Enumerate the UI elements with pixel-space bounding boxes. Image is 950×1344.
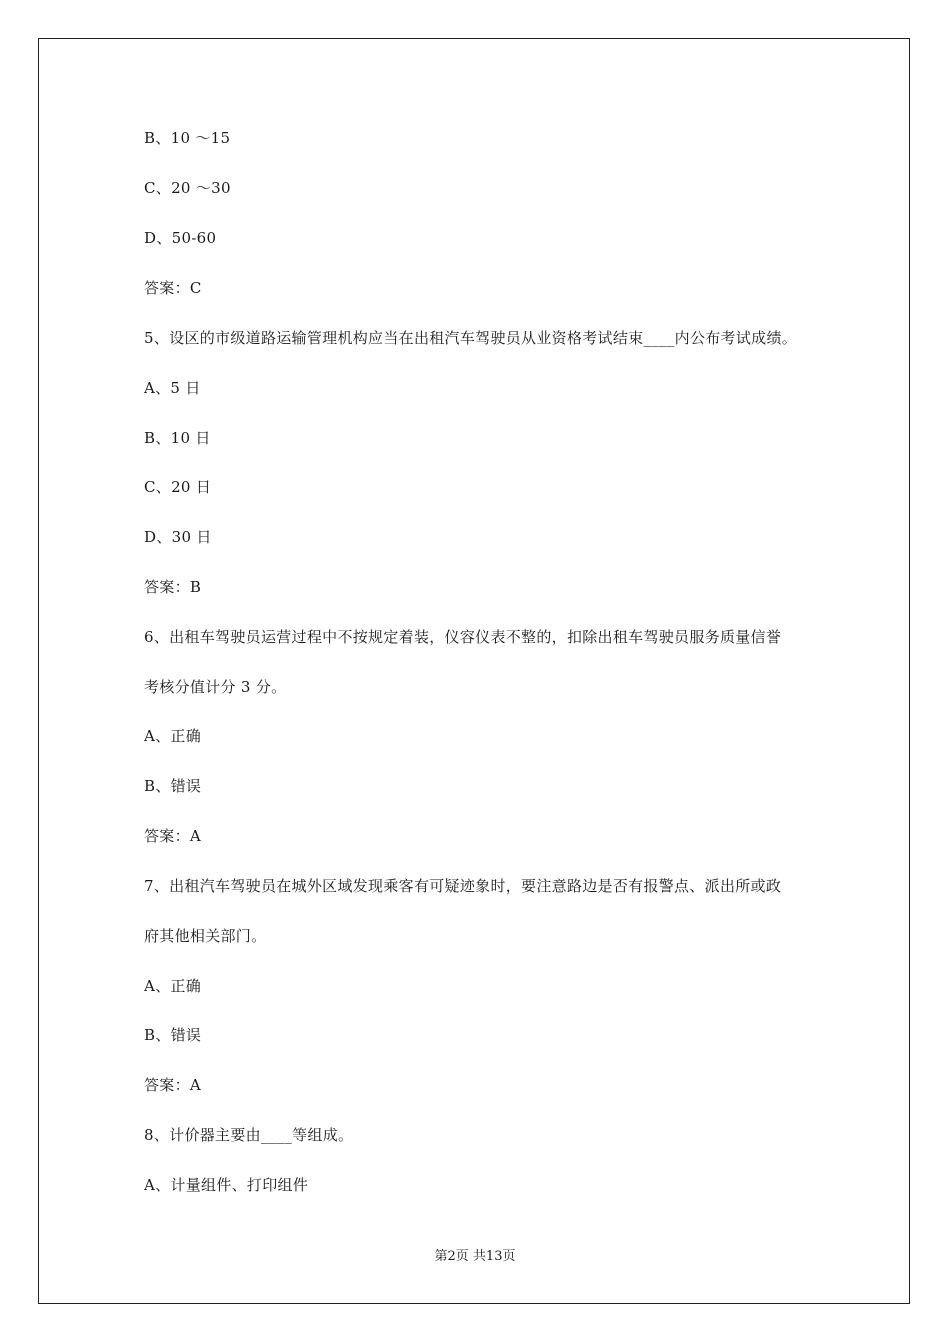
option-line: D、30 日 [144, 528, 212, 546]
page-number-footer: 第2页 共13页 [434, 1249, 516, 1264]
option-line: C、20 ～30 [144, 179, 231, 197]
option-line: B、错误 [144, 1026, 202, 1044]
option-line: D、50-60 [144, 229, 217, 247]
option-line: B、10 日 [144, 429, 211, 447]
question-line: 考核分值计分 3 分。 [144, 678, 287, 696]
option-line: C、20 日 [144, 478, 212, 496]
question-line: 府其他相关部门。 [144, 927, 267, 945]
question-line: 8、计价器主要由____等组成。 [144, 1126, 354, 1144]
option-line: A、正确 [144, 727, 202, 745]
answer-line: 答案：B [144, 578, 202, 596]
option-line: B、10 ～15 [144, 129, 231, 147]
answer-line: 答案：A [144, 827, 202, 845]
answer-line: 答案：C [144, 279, 202, 297]
question-line: 6、出租车驾驶员运营过程中不按规定着装，仪容仪表不整的，扣除出租车驾驶员服务质量信誉 [144, 628, 782, 646]
question-line: 7、出租汽车驾驶员在城外区域发现乘客有可疑迹象时，要注意路边是否有报警点、派出所或政 [144, 877, 782, 895]
option-line: A、计量组件、打印组件 [144, 1176, 309, 1194]
option-line: A、正确 [144, 977, 202, 995]
answer-line: 答案：A [144, 1076, 202, 1094]
option-line: B、错误 [144, 777, 202, 795]
option-line: A、5 日 [144, 379, 201, 397]
question-line: 5、设区的市级道路运输管理机构应当在出租汽车驾驶员从业资格考试结束____内公布考试成绩。 [144, 329, 798, 347]
